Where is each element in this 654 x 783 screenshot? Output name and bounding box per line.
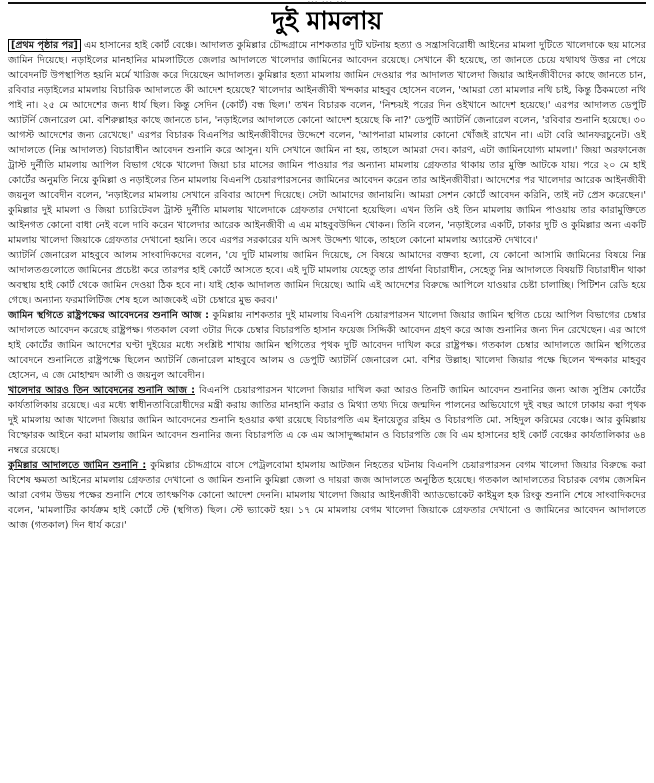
continuation-tag: [প্রথম পৃষ্ঠার পর]: [8, 39, 81, 52]
section-2: [8, 383, 646, 458]
section-2-text: বিএনপি চেয়ারপারসন খালেদা জিয়ার দাখিল করা আরও তিনটি জামিন আবেদন শুনানির জন্য আজ সুপ্রিম কোর্টের কার্যতালিকায় রয়েছে। এর মধ্যে স্বাধীনতাবিরোধীদের মন্ত্রী করায় জাতির মানহানি করার ও মিথ্যা তথ্য দিয়ে জন্মদিন পালনের অভিযোগে দুই বছর আগে ঢাকায় করা পৃথক দুই মামলায় আজ খালেদা জিয়ার জামিন আবেদনের শুনানি হওয়ার কথা রয়েছে বিচারপতি এম ইনায়েতুর রহিম ও বিচারপতি মো. সহিদুল করিমের বেঞ্চে। আর কুমিল্লায় বিস্ফোরক আইনে করা মামলায় জামিন আবেদন শুনানির জন্য বিচারপতি এ কে এম আসাদুজ্জামান ও বিচারপতি জে বি এম হাসানের হাই কোর্ট বেঞ্চের কার্যতালিকার ৬৪ নম্বরে রয়েছে।: [8, 385, 646, 456]
section-1: [8, 308, 646, 383]
article-body: [8, 38, 646, 533]
section-3: [8, 458, 646, 533]
section-2-heading: খালেদার আরও তিন আবেদনের শুনানি আজ :: [8, 385, 195, 396]
paragraph-1: [8, 38, 646, 248]
paragraph-2: [8, 248, 646, 308]
headline: দুই মামলায়: [271, 6, 383, 35]
section-3-heading: কুমিল্লার আদালতে জামিন শুনানি :: [8, 460, 147, 471]
clipped-previous-line: [8, 0, 646, 4]
section-1-heading: জামিন স্থগিতে রাষ্ট্রপক্ষের আবেদনের শুনানি আজ :: [8, 310, 210, 321]
section-3-text: কুমিল্লার চৌদ্দগ্রামে বাসে পেট্রলবোমা হামলায় আটজন নিহতের ঘটনায় বিএনপি চেয়ারপারসন বেগম খালেদা জিয়ার বিরুদ্ধে করা বিশেষ ক্ষমতা আইনের মামলায় গ্রেফতার দেখানো ও জামিন শুনানি কুমিল্লা জেলা ও দায়রা জজ আদালতে অনুষ্ঠিত হয়েছে। গতকাল আদালতের বিচারক বেগম জেসমিন আরা বেগম উভয় পক্ষের শুনানি শেষে তাৎক্ষণিক কোনো আদেশ দেননি। মামলায় খালেদা জিয়ার আইনজীবী অ্যাডভোকেট কাইমুল হক রিংকু শুনানি শেষে সাংবাদিকদের বলেন, 'মামলাটির কার্যক্রম হাই কোর্টে স্টে (স্থগিত) ছিল। স্টে ভ্যাকেট হয়। ১৭ মে মামলায় বেগম খালেদা জিয়াকে গ্রেফতার দেখানো ও জামিনের আবেদন আদালতে আজ (গতকাল) দিন ধার্য করে।': [8, 460, 646, 531]
paragraph-1-text: এম হাসানের হাই কোর্ট বেঞ্চে। আদালত কুমিল্লার চৌদ্দগ্রামে নাশকতার দুটি ঘটনায় হত্যা ও সন্ত্রাসবিরোধী আইনের মামলা দুটিতে খালেদাকে ছয় মাসের জামিন দিয়েছে। নড়াইলের মানহানির মামলাটিতে জেলার আদালতে খালেদার জামিনের আবেদন রয়েছে। সেখানে কী হয়েছে, তা জানতে চেয়ে যথাযথ উত্তর না পেয়ে আবেদনটি উপস্থাপিত হয়নি মর্মে খারিজ করে দিয়েছেন আদালত। কুমিল্লার হত্যা মামলায় জামিন দেওয়ার পর আদালত খালেদা জিয়ার আইনজীবীদের কাছে জানতে চান, রবিবার নড়াইলের মামলায় বিচারিক আদালতে কী আদেশ হয়েছে? খালেদার আইনজীবী খন্দকার মাহবুব হোসেন বলেন, 'আমরা তো মামলার নথি চাই, কিন্তু ঠিকমতো নথি পাই না। ২৫ মে আদেশের জন্য ধার্য ছিল। কিন্তু সেদিন (কোর্ট) বন্ধ ছিল।' তখন বিচারক বলেন, 'নিশ্চয়ই পরের দিন ওইখানে আদেশ হয়েছে।' এরপর আদালত ডেপুটি অ্যাটর্নি জেনারেল মো. বশিরুল্লাহর কাছে জানতে চান, 'নড়াইলের আদালতে কোনো আদেশ হয়েছে কি না?' ডেপুটি অ্যাটর্নি জেনারেল বলেন, 'রবিবার শুনানি হয়েছে। ৩০ আগস্ট আদেশের জন্য রেখেছে।' এরপর বিচারক বিএনপির আইনজীবীদের উদ্দেশে বলেন, 'আপনারা মামলার কোনো খোঁজই রাখেন না। এটা বেরি আনফরচুনেট। ওই আদালতে (নিম্ন আদালত) বিচারাধীন আবেদন শুনানি করে আসুন। যদি সেখানে জামিন না হয়, তাহলে আমরা দেব। কারণ, এটা জামিনযোগ্য মামলা।' জিয়া অরফানেজ ট্রাস্ট দুর্নীতি মামলায় আপিল বিভাগ থেকে খালেদা জিয়া চার মাসের জামিন পাওয়ার পর অন্যান্য মামলায় গ্রেফতার থাকায় তার মুক্তি আটকে যায়। পরে ২০ মে হাই কোর্টের অনুমতি নিয়ে কুমিল্লা ও নড়াইলের তিন মামলায় বিএনপি চেয়ারপারসনের জামিনের আবেদন করেন তার আইনজীবীরা। আদেশের পর খালেদার আরেক আইনজীবী জয়নুল আবেদীন বলেন, 'নড়াইলের মামলায় সেখানে রবিবার আদেশ দিয়েছে। সেটা আমাদের জানায়নি। আমরা সেশন কোর্টে আবেদন করিনি, তাই নট প্রেস করেছেন।' কুমিল্লার দুই মামলা ও জিয়া চ্যারিটেবল ট্রাস্ট দুর্নীতি মামলায় খালেদাকে গ্রেফতার দেখানো হয়েছিল। এখন তিনি ওই তিন মামলায় জামিন পাওয়ায় তার কারামুক্তিতে আইনগত কোনো বাধা নেই বলে দাবি করেন খালেদার আরেক আইনজীবী এ এম মাহবুবউদ্দিন খোকন। তিনি বলেন, 'নড়াইলের একটি, ঢাকার দুটি ও কুমিল্লার অন্য একটি মামলায় খালেদা জিয়াকে গ্রেফতার দেখানো হয়নি। তবে এরপর সরকারের যদি অসৎ উদ্দেশ্য থাকে, তাহলে কোনো মামলায় অ্যারেস্ট দেখাবে।': [8, 40, 646, 246]
section-1-text: কুমিল্লায় নাশকতার দুই মামলায় বিএনপি চেয়ারপারসন খালেদা জিয়ার জামিন স্থগিত চেয়ে আপিল বিভাগের চেম্বার আদালতে আবেদন করেছে রাষ্ট্রপক্ষ। গতকাল বেলা ৩টার দিকে চেম্বার বিচারপতি হাসান ফয়েজ সিদ্দিকী আবেদন গ্রহণ করে আজ শুনানির জন্য দিন রেখেছেন। এর আগে হাই কোর্টের জামিন আদেশের ঘণ্টা দুইয়ের মধ্যে সংশ্লিষ্ট শাখায় জামিন স্থগিতের পৃথক দুটি আবেদন দাখিল করে রাষ্ট্রপক্ষ। গতকাল চেম্বার আদালতে জামিন স্থগিতের আবেদনে শুনানিতে রাষ্ট্রপক্ষে ছিলেন অ্যাটর্নি জেনারেল মাহবুবে আলম ও ডেপুটি অ্যাটর্নি জেনারেল মো. বশির উল্লাহ। খালেদা জিয়ার পক্ষে ছিলেন খন্দকার মাহবুব হোসেন, এ জে মোহাম্মদ আলী ও জয়নুল আবেদীন।: [8, 310, 646, 381]
clipped-text: [8, 0, 646, 5]
paragraph-2-text: অ্যাটর্নি জেনারেল মাহবুবে আলম সাংবাদিকদের বলেন, 'যে দুটি মামলায় জামিন দিয়েছে, সে বিষয়ে আমাদের বক্তব্য হলো, যে কোনো আসামি জামিনের বিষয়ে নিম্ন আদালতগুলোতে জামিনের প্রচেষ্টা করে তারপর হাই কোর্টে আসতে হবে। এই দুটি মামলায় যেহেতু তার প্রার্থনা বিচারাধীন, সেহেতু নিম্ন আদালতে বিষয়টি বিচারাধীন থাকা অবস্থায় হাই কোর্ট থেকে জামিন দেওয়া ঠিক হবে না। যাই হোক আদালত জামিন দিয়েছে। আমি এই আদেশের বিরুদ্ধে আপিলে যাওয়ার চেষ্টা চালাচ্ছি। পিটিশন রেডি হয়ে গেছে। অন্যান্য ফরমালিটিজ শেষ হলে আজকেই এটা চেম্বারে মুভ করব।': [8, 250, 646, 306]
